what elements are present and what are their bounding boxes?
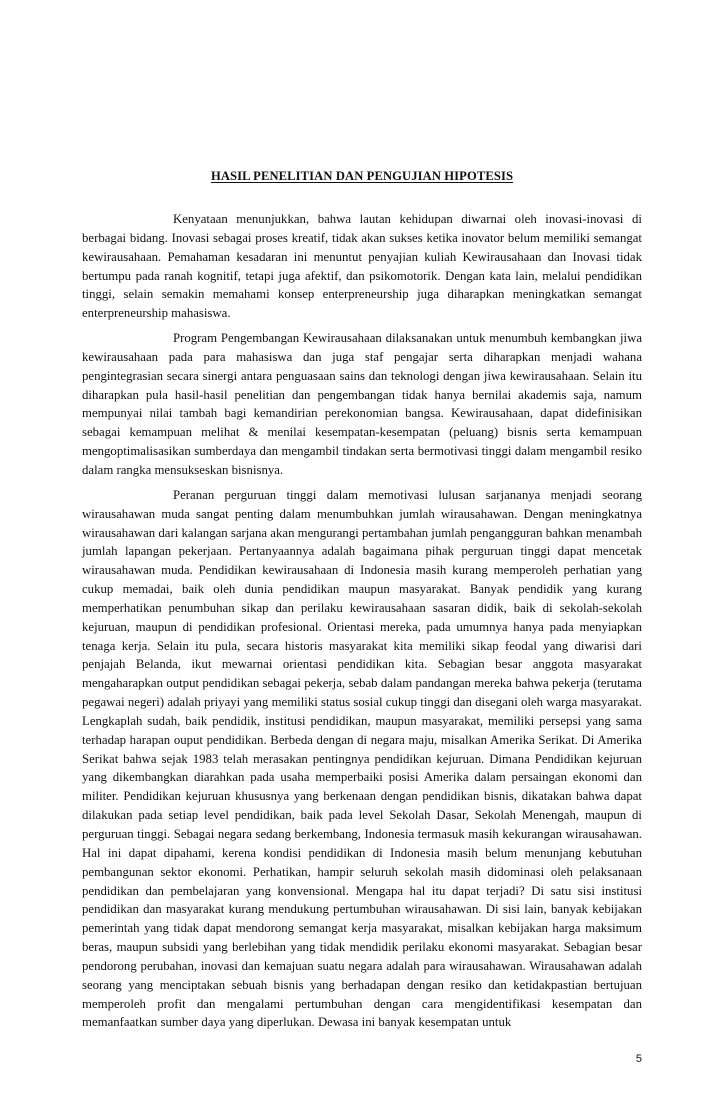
paragraph-program: Program Pengembangan Kewirausahaan dilaksanakan untuk menumbuh kembangkan jiwa kewirausahaan pada para mahasiswa dan juga staf pengajar serta diharapkan menjadi wahana pengintegrasian secara sinergi antara penguasaan sains dan teknologi dengan jiwa kewirausahaan. Selain itu diharapkan pula hasil-hasil penelitian dan pengembangan tidak hanya bernilai akademis saja, namum mempunyai nilai tambah bagi kemandirian perekonomian bangsa. Kewirausahaan, dapat didefinisikan sebagai kemampuan melihat & menilai kesempatan-kesempatan (peluang) bisnis serta kemampuan mengoptimalisasikan sumberdaya dan mengambil tindakan serta bermotivasi tinggi dalam mengambil resiko dalam rangka mensukseskan bisnisnya. (82, 331, 642, 477)
paragraph-intro: Kenyataan menunjukkan, bahwa lautan kehidupan diwarnai oleh inovasi-inovasi di berbagai bidang. Inovasi sebagai proses kreatif, tidak akan sukses ketika inovator belum memiliki semangat kewirausahaan. Pemahaman kesadaran ini menuntut penyajian kuliah Kewirausahaan dan Inovasi tidak bertumpu pada ranah kognitif, tetapi juga afektif, dan psikomotorik. Dengan kata lain, melalui pendidikan tinggi, selain semakin memahami konsep enterpreneurship juga diharapkan meningkatkan semangat enterpreneurship mahasiswa. (82, 212, 642, 321)
page-number: 5 (635, 1053, 642, 1065)
document-title: HASIL PENELITIAN DAN PENGUJIAN HIPOTESIS (210, 169, 514, 183)
paragraph-peranan: Peranan perguruan tinggi dalam memotivasi lulusan sarjananya menjadi seorang wirausahawan muda sangat penting dalam menumbuhkan jumlah wirausahawan. Dengan meningkatnya wirausahawan dari kalangan sarjana akan mengurangi pertambahan jumlah pengangguran bahkan menambah jumlah lapangan pekerjaan. Pertanyaannya adalah bagaimana pihak perguruan tinggi dapat mencetak wirausahawan muda. Pendidikan kewirausahaan di Indonesia masih kurang memperoleh perhatian yang cukup memadai, baik oleh dunia pendidikan maupun masyarakat. Banyak pendidik yang kurang memperhatikan penumbuhan sikap dan perilaku kewirausahaan sasaran didik, baik di sekolah-sekolah kejuruan, maupun di pendidikan profesional. Orientasi mereka, pada umumnya hanya pada menyiapkan tenaga kerja. Selain itu pula, secara historis masyarakat kita memiliki sikap feodal yang diwarisi dari penjajah Belanda, ikut mewarnai orientasi pendidikan kita. Sebagian besar anggota masyarakat mengaharapkan output pendidikan sebagai pekerja, sebab dalam pandangan mereka bahwa pekerja (terutama pegawai negeri) adalah priyayi yang memiliki status sosial cukup tinggi dan disegani oleh warga masyarakat. Lengkaplah sudah, baik pendidik, institusi pendidikan, maupun masyarakat, memiliki persepsi yang sama terhadap harapan ouput pendidikan. Berbeda dengan di negara maju, misalkan Amerika Serikat. Di Amerika Serikat bahwa sejak 1983 telah merasakan pentingnya pendidikan kejuruan. Dimana Pendidikan kejuruan yang dikembangkan diarahkan pada usaha memperbaiki posisi Amerika dalam persaingan ekonomi dan militer. Pendidikan kejuruan khususnya yang berkenaan dengan pendidikan bisnis, dikatakan bahwa dapat dilakukan pada setiap level pendidikan, baik pada level Sekolah Dasar, Sekolah Menengah, maupun di perguruan tinggi. Sebagai negara sedang berkembang, Indonesia termasuk masih kekurangan wirausahawan. Hal ini dapat dipahami, kerena kondisi pendidikan di Indonesia masih belum menunjang kebutuhan pembangunan sektor ekonomi. Perhatikan, hampir seluruh sekolah masih didominasi oleh pelaksanaan pendidikan dan pembelajaran yang konvensional. Mengapa hal itu dapat terjadi? Di satu sisi institusi pendidikan dan masyarakat kurang mendukung pertumbuhan wirausahawan. Di sisi lain, banyak kebijakan pemerintah yang tidak dapat mendorong semangat kerja masyarakat, misalkan kebijakan harga maksimum beras, maupun subsidi yang berlebihan yang tidak mendidik perilaku ekonomi masyarakat. Sebagian besar pendorong perubahan, inovasi dan kemajuan suatu negara adalah para wirausahawan. Wirausahawan adalah seorang yang menciptakan sebuah bisnis yang berhadapan dengan resiko dan ketidakpastian bertujuan memperoleh profit dan mengalami pertumbuhan dengan cara mengidentifikasi kesempatan dan memanfaatkan sumber daya yang diperlukan. Dewasa ini banyak kesempatan untuk (82, 487, 642, 1030)
document-body (82, 210, 642, 1038)
